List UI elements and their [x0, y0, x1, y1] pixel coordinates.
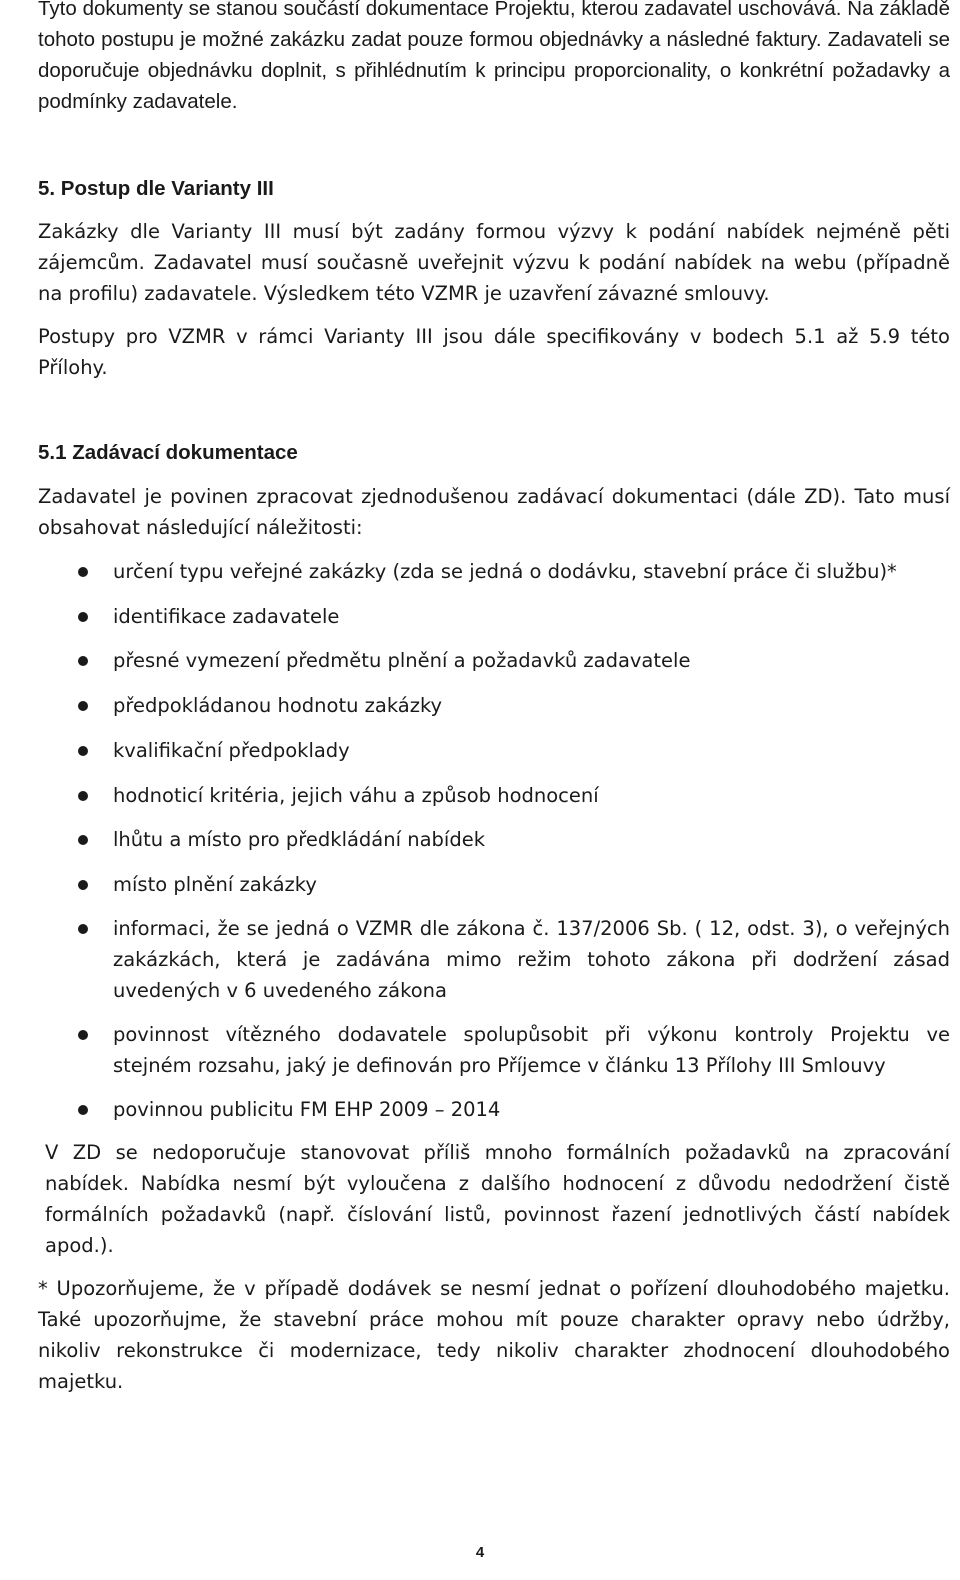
footnote: * Upozorňujeme, že v případě dodávek se nesmí jednat o pořízení dlouhodobého majetku. Také upozorňujme, že stavební práce mohou mít pouze charakter opravy nebo údržby, nikoliv rekonstrukce či modernizace, tedy nikoliv charakter zhodnocení dlouhodobého majetku. — [38, 1277, 950, 1393]
list-item: předpokládanou hodnotu zakázky — [113, 694, 443, 717]
list-item: informaci, že se jedná o VZMR dle zákona č. 137/2006 Sb. ( 12, odst. 3), o veřejných zakázkách, která je zadávána mimo režim tohoto zákona při dodržení zásad uvedených v 6 uvedeného zákona — [113, 917, 950, 1002]
section-5-paragraph-1: Zakázky dle Varianty III musí být zadány formou výzvy k podání nabídek nejméně pěti zájemcům. Zadavatel musí současně uveřejnit výzvu k podání nabídek na webu (případně na profilu) zadavatele. Výsledkem této VZMR je uzavření závazné smlouvy. — [38, 220, 950, 305]
list-item: přesné vymezení předmětu plnění a požadavků zadavatele — [113, 649, 691, 672]
bullet-icon — [78, 1030, 88, 1040]
intro-paragraph: Tyto dokumenty se stanou součástí dokumentace Projektu, kterou zadavatel uschovává. Na základě tohoto postupu je možné zakázku zadat pouze formou objednávky a následné faktury. Zadavateli se doporučuje objednávku doplnit, s přihlédnutím k principu proporcionality, o konkrétní požadavky a podmínky zadavatele. — [38, 0, 950, 113]
bullet-icon — [78, 924, 88, 934]
bullet-icon — [78, 746, 88, 756]
page-number: 4 — [475, 1544, 485, 1561]
section-5-heading: 5. Postup dle Varianty III — [38, 177, 274, 200]
list-item: identifikace zadavatele — [113, 605, 340, 628]
bullet-icon — [78, 1105, 88, 1115]
bullet-icon — [78, 567, 88, 577]
list-item: hodnoticí kritéria, jejich váhu a způsob hodnocení — [113, 784, 599, 807]
list-item: místo plnění zakázky — [113, 873, 317, 896]
bullet-icon — [78, 791, 88, 801]
bullet-icon — [78, 835, 88, 845]
list-item: lhůtu a místo pro předkládání nabídek — [113, 828, 486, 851]
list-item: povinnost vítězného dodavatele spolupůsobit při výkonu kontroly Projektu ve stejném rozsahu, jaký je definován pro Příjemce v článku 13 Přílohy III Smlouvy — [113, 1023, 950, 1077]
list-item: povinnou publicitu FM EHP 2009 – 2014 — [113, 1098, 501, 1121]
list-item: určení typu veřejné zakázky (zda se jedná o dodávku, stavební práce či službu)* — [113, 560, 897, 583]
bullet-icon — [78, 656, 88, 666]
closing-paragraph: V ZD se nedoporučuje stanovovat příliš mnoho formálních požadavků na zpracování nabídek. Nabídka nesmí být vyloučena z dalšího hodnocení z důvodu nedodržení čistě formálních požadavků (např. číslování listů, povinnost řazení jednotlivých částí nabídek apod.). — [45, 1141, 950, 1257]
section-5-paragraph-2: Postupy pro VZMR v rámci Varianty III jsou dále specifikovány v bodech 5.1 až 5.9 této Přílohy. — [38, 325, 950, 379]
bullet-icon — [78, 612, 88, 622]
section-5-1-heading: 5.1 Zadávací dokumentace — [38, 441, 298, 464]
bullet-icon — [78, 880, 88, 890]
list-item: kvalifikační předpoklady — [113, 739, 350, 762]
bullet-icon — [78, 701, 88, 711]
section-5-1-intro: Zadavatel je povinen zpracovat zjednodušenou zadávací dokumentaci (dále ZD). Tato musí obsahovat následující náležitosti: — [38, 485, 950, 539]
